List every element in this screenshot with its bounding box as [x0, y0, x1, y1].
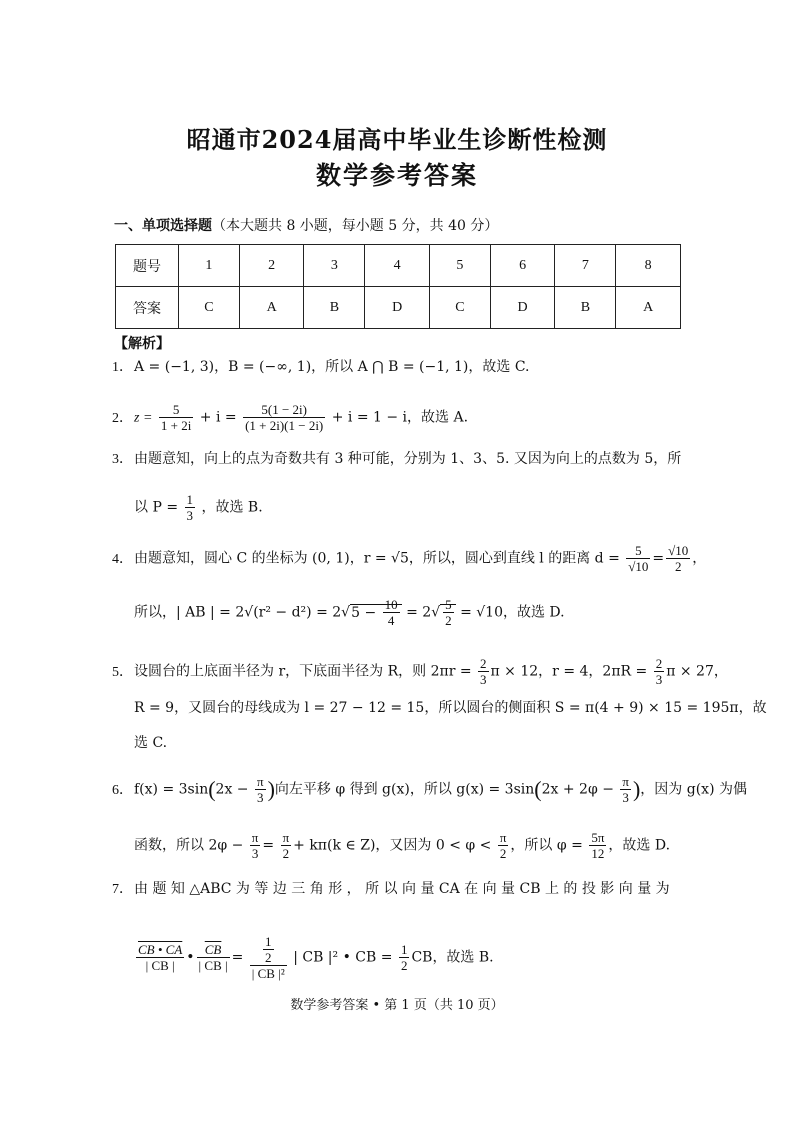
- numerator: 10: [384, 597, 398, 612]
- denominator: 2: [499, 846, 507, 861]
- denominator: | CB |: [198, 958, 228, 973]
- radicand: [350, 597, 402, 628]
- solution-6: [112, 774, 747, 805]
- fraction: [443, 597, 454, 628]
- solution-number: 5．: [112, 664, 133, 680]
- numerator: π: [622, 774, 629, 789]
- denominator: 2: [445, 613, 452, 628]
- answer-cell: C: [179, 287, 240, 329]
- solution-3: [112, 450, 681, 469]
- expr: + kπ(k ∈ Z)，又因为 0 < φ <: [293, 837, 492, 854]
- solution-7: [112, 880, 670, 899]
- expr: ，因为 g(x) 为偶: [640, 781, 747, 798]
- expr: + i =: [199, 409, 237, 426]
- expr: 2x + 2φ −: [541, 781, 614, 798]
- expr: 函数，所以 2φ −: [134, 837, 244, 854]
- expr: =: [262, 837, 275, 854]
- numerator: 1: [265, 934, 272, 949]
- denominator: 3: [186, 508, 194, 523]
- expr: ，: [692, 550, 707, 567]
- numerator: CB • CA: [138, 942, 183, 957]
- fraction: [626, 543, 650, 574]
- solution-text: 由题意知，圆心 C 的坐标为 (0, 1)，r = √5，所以，圆心到直线 l 的距离 d =: [134, 550, 620, 567]
- expr: = 2: [406, 604, 432, 621]
- solution-5: [112, 656, 728, 687]
- numerator: 1: [400, 942, 408, 957]
- expr: π × 27，: [666, 663, 728, 680]
- numerator: π: [256, 774, 264, 789]
- question-number: 5: [429, 245, 490, 287]
- expr: 以 P =: [134, 499, 179, 516]
- fraction: [197, 942, 230, 973]
- fraction: [589, 830, 606, 861]
- answer-cell: B: [555, 287, 616, 329]
- right-paren: ): [632, 776, 641, 802]
- expr: =: [652, 550, 665, 567]
- question-number: 6: [490, 245, 555, 287]
- solution-1: [112, 358, 530, 377]
- numerator: [250, 934, 287, 966]
- left-paren: (: [534, 776, 542, 802]
- sqrt-icon: √: [341, 604, 351, 621]
- row-label: 题号: [116, 245, 179, 287]
- page-title: 昭通市2024届高中毕业生诊断性检测: [186, 125, 608, 154]
- solution-number: 3．: [112, 452, 133, 467]
- solution-5-cont: R = 9，又圆台的母线成为 l = 27 − 12 = 15，所以圆台的侧面积 S = π(4 + 9) × 15 = 195π，故: [134, 700, 767, 716]
- denominator: 2: [400, 958, 408, 973]
- answer-cell: A: [239, 287, 304, 329]
- expr: | CB |² • CB =: [293, 949, 393, 966]
- expr: =: [231, 949, 244, 966]
- answer-table: [115, 244, 681, 329]
- section-heading-label: 一、单项选择题: [114, 218, 212, 234]
- denominator: 2: [674, 559, 682, 574]
- fraction: [383, 597, 400, 628]
- analysis-heading: 【解析】: [114, 336, 170, 352]
- expr: π × 12，r = 4，2πR =: [490, 663, 648, 680]
- fraction: [159, 402, 193, 433]
- section-heading: [114, 215, 498, 235]
- expr: CB，故选 B.: [411, 949, 494, 966]
- numerator: π: [251, 830, 259, 845]
- solution-6-cont: [134, 830, 670, 861]
- fraction: [281, 830, 292, 861]
- fraction: [620, 774, 631, 805]
- question-number: 1: [179, 245, 240, 287]
- denominator: 3: [257, 790, 264, 805]
- numerator: 5: [445, 597, 452, 612]
- fraction: [255, 774, 266, 805]
- table-row: [116, 245, 681, 287]
- solution-number: 7．: [112, 882, 133, 897]
- denominator: 12: [591, 846, 605, 861]
- fraction: [666, 543, 690, 574]
- expr: = √10，故选 D.: [460, 604, 565, 621]
- right-paren: ): [267, 776, 275, 802]
- answer-cell: D: [365, 287, 430, 329]
- question-number: 4: [365, 245, 430, 287]
- expr: ，所以 φ =: [510, 837, 583, 854]
- numerator: 1: [186, 492, 194, 507]
- table-row: [116, 287, 681, 329]
- numerator: 5(1 − 2i): [243, 402, 325, 418]
- solution-number: 2．: [112, 410, 133, 426]
- page-footer: 数学参考答案 • 第 1 页（共 10 页）: [290, 998, 504, 1013]
- denominator: √10: [628, 559, 649, 574]
- solution-number: 6．: [112, 782, 133, 798]
- solution-2: [112, 402, 468, 433]
- question-number: 8: [616, 245, 681, 287]
- expr: f(x) = 3sin: [134, 781, 209, 798]
- denominator: 4: [387, 613, 395, 628]
- fraction: [654, 656, 665, 687]
- fraction: [498, 830, 509, 861]
- fraction: [478, 656, 489, 687]
- numerator: 2: [655, 656, 663, 671]
- expr: ，故选 D.: [608, 837, 671, 854]
- denominator: 3: [622, 790, 629, 805]
- expr: 向左平移 φ 得到 g(x)，所以 g(x) = 3sin: [274, 781, 535, 798]
- numerator: 2: [480, 656, 487, 671]
- radicand: [440, 597, 456, 628]
- denominator: 3: [251, 846, 259, 861]
- question-number: 7: [555, 245, 616, 287]
- denominator: 3: [480, 672, 487, 687]
- row-label: 答案: [116, 287, 179, 329]
- denominator: | CB |: [145, 958, 175, 973]
- fraction: [136, 942, 184, 973]
- numerator: $\overline{CB}$: [197, 942, 230, 958]
- denominator: | CB |²: [251, 966, 285, 981]
- solution-4: [112, 543, 706, 574]
- answer-cell: A: [616, 287, 681, 329]
- fraction: [263, 934, 274, 965]
- expr: z =: [134, 410, 153, 426]
- numerator: √10: [668, 543, 689, 558]
- solution-4-cont: [134, 597, 565, 628]
- section-note: （本大题共 8 小题，每小题 5 分，共 40 分）: [212, 218, 499, 234]
- expr: 2x −: [215, 781, 249, 798]
- numerator: 5π: [591, 830, 605, 845]
- numerator: π: [499, 830, 507, 845]
- page-subtitle: 数学参考答案: [315, 161, 478, 190]
- fraction: [250, 830, 261, 861]
- solution-text: A = (−1, 3)，B = (−∞, 1)，所以 A ⋂ B = (−1, 1)，故选 C.: [134, 359, 530, 375]
- denominator: 2: [265, 950, 272, 965]
- solution-text: 设圆台的上底面半径为 r，下底面半径为 R，则 2πr =: [134, 663, 472, 680]
- expr: ，故选 B.: [201, 499, 263, 516]
- fraction: [243, 402, 325, 433]
- expr: 所以，| AB | = 2√(r² − d²) = 2: [134, 604, 342, 621]
- denominator: 3: [655, 672, 663, 687]
- solution-7-cont: [134, 934, 494, 981]
- question-number: 2: [239, 245, 304, 287]
- expr: •: [186, 949, 195, 966]
- denominator: (1 + 2i)(1 − 2i): [245, 418, 324, 433]
- solution-3-cont: [134, 492, 263, 523]
- fraction: [250, 934, 287, 981]
- solution-5-end: 选 C.: [134, 735, 168, 751]
- expr: 5 −: [351, 604, 377, 621]
- expr: + i = 1 − i，故选 A.: [331, 409, 469, 426]
- numerator: 5: [626, 543, 650, 559]
- answer-cell: B: [304, 287, 365, 329]
- left-paren: (: [208, 776, 216, 802]
- numerator: π: [282, 830, 290, 845]
- denominator: 2: [282, 846, 290, 861]
- answer-cell: C: [429, 287, 490, 329]
- solution-number: 4．: [112, 551, 133, 567]
- fraction: [399, 942, 410, 973]
- sqrt-icon: √: [431, 604, 441, 621]
- fraction: [185, 492, 196, 523]
- answer-cell: D: [490, 287, 555, 329]
- solution-number: 1．: [112, 360, 133, 375]
- solution-text: 由题意知，向上的点为奇数共有 3 种可能，分别为 1、3、5. 又因为向上的点数为 5，所: [134, 451, 682, 467]
- numerator: 5: [159, 402, 193, 418]
- question-number: 3: [304, 245, 365, 287]
- denominator: 1 + 2i: [160, 418, 192, 433]
- solution-text: 由 题 知 △ABC 为 等 边 三 角 形 ， 所 以 向 量 CA 在 向 量 CB 上 的 投 影 向 量 为: [134, 881, 670, 897]
